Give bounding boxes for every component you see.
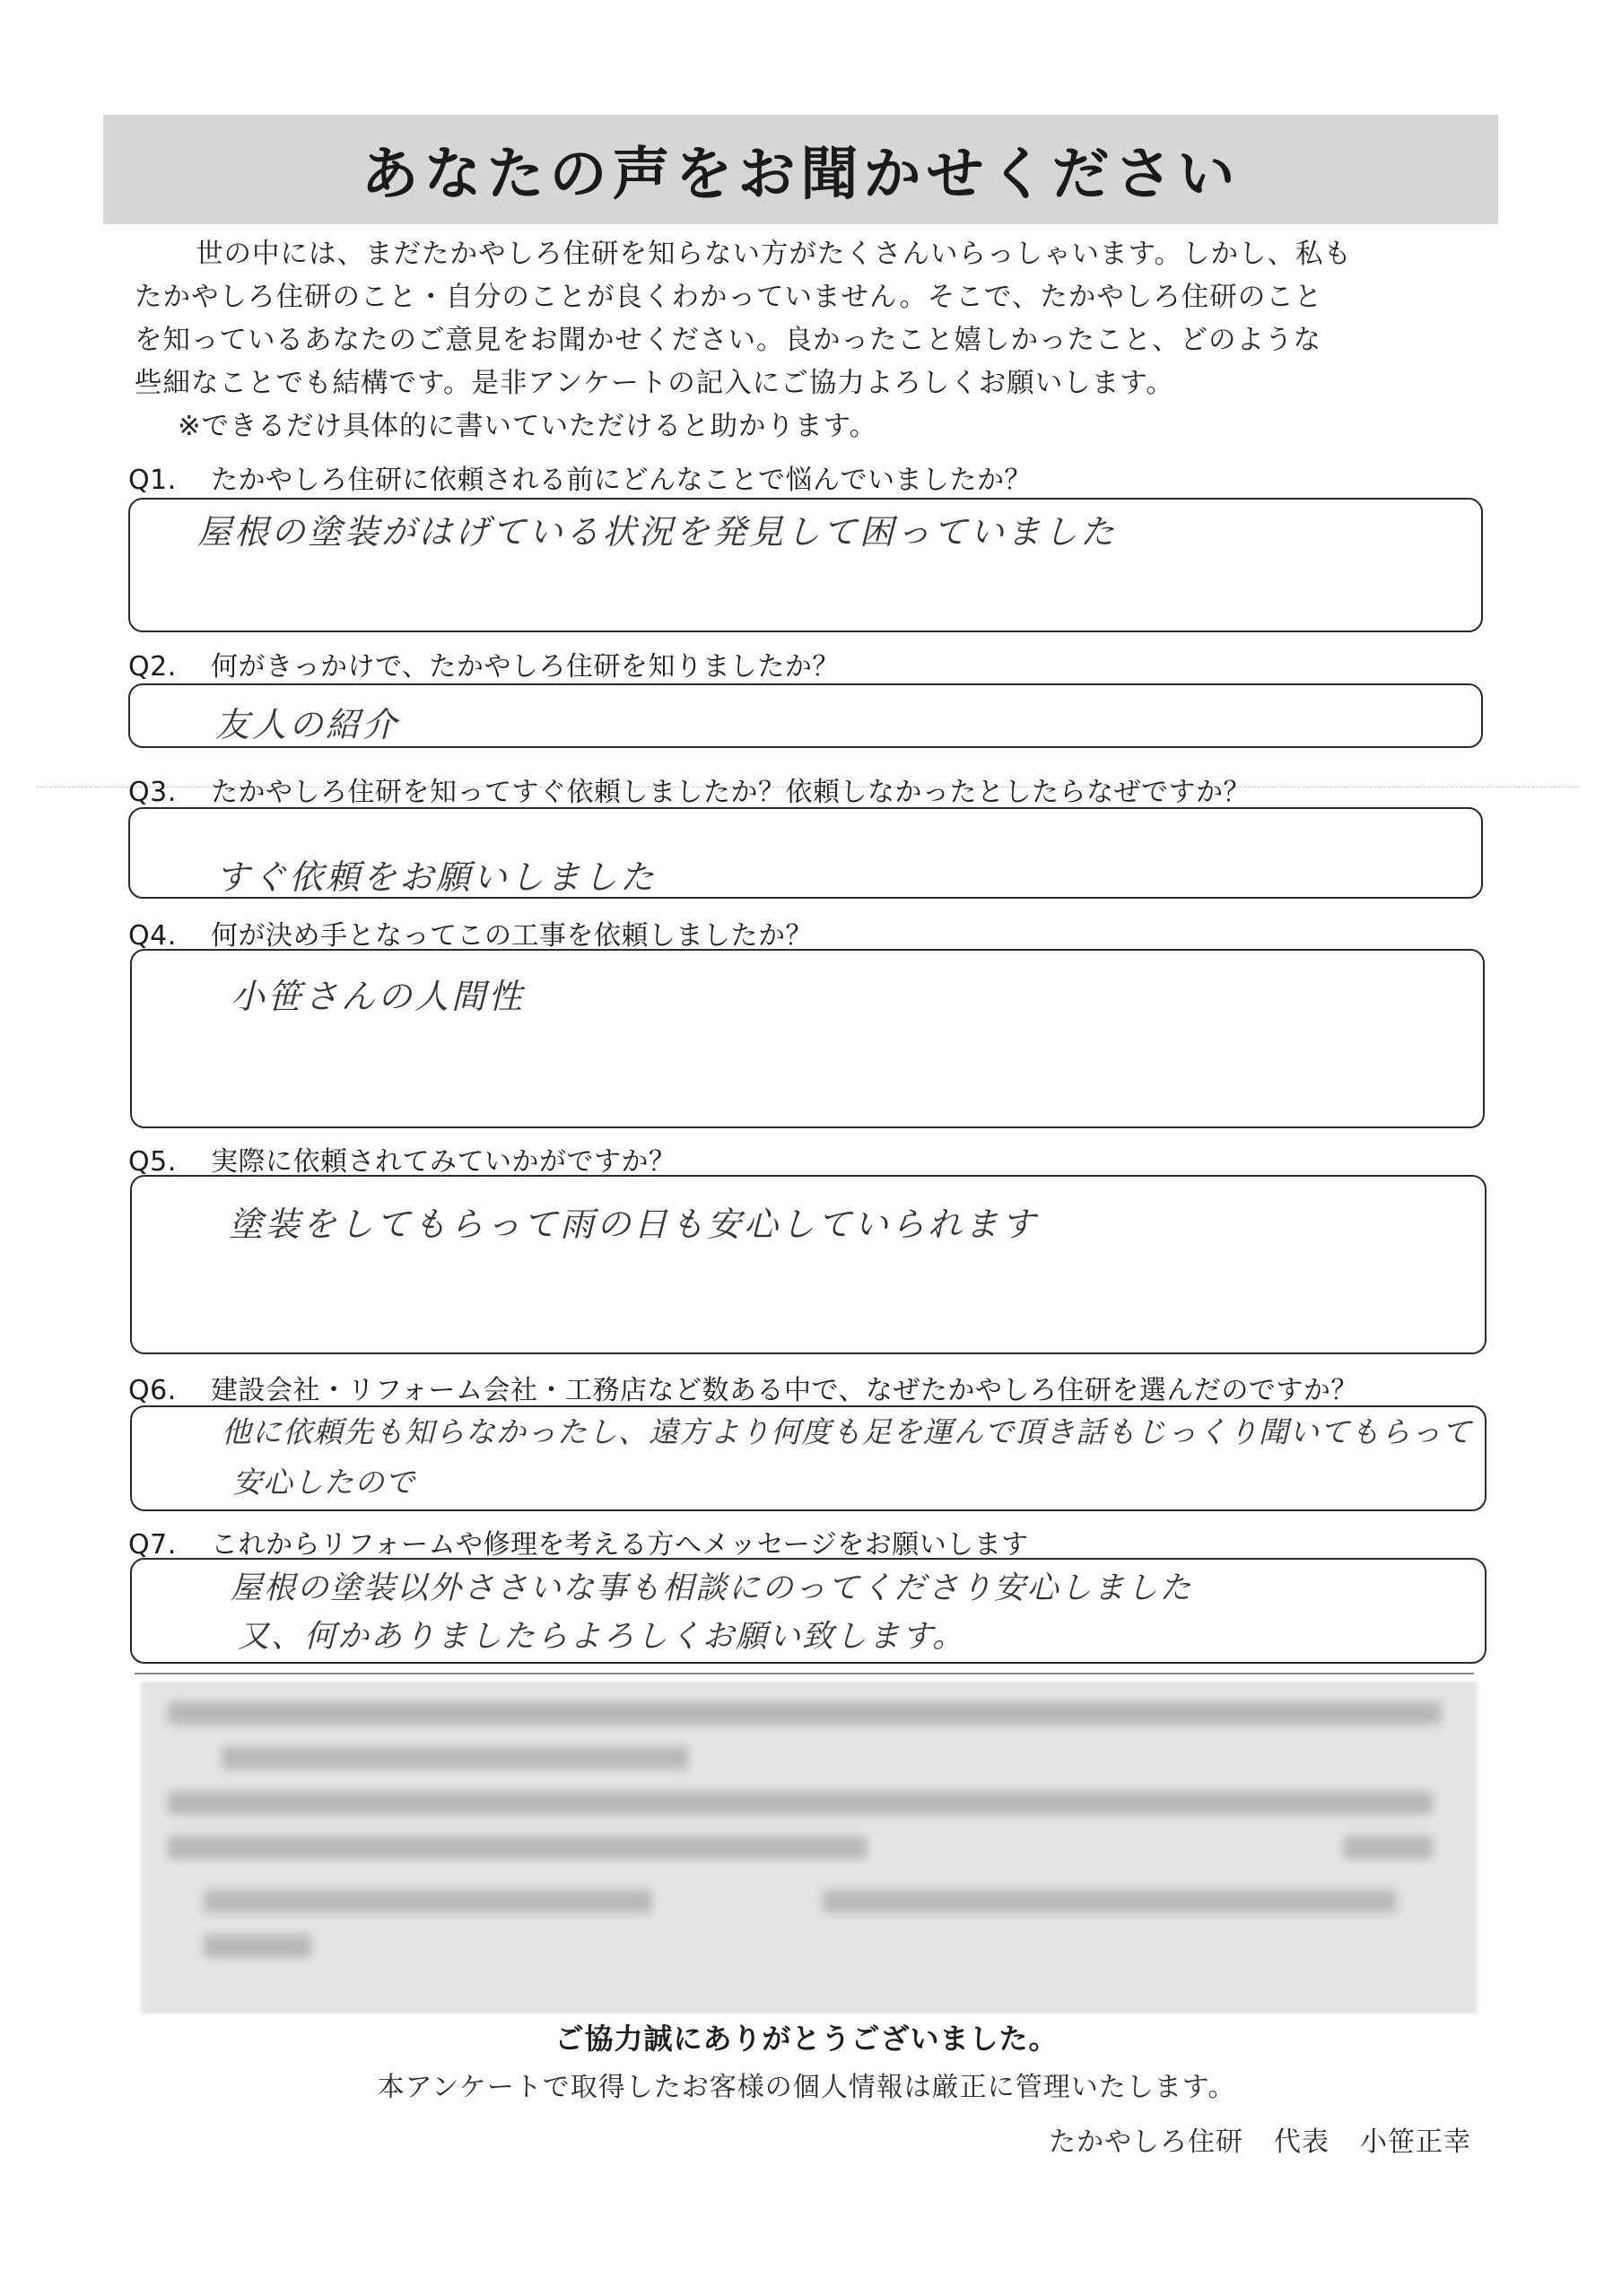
handwritten-answer: 屋根の塗装がはげている状況を発見して困っていました xyxy=(197,512,1118,552)
question-text: 何がきっかけで、たかやしろ住研を知りましたか？ xyxy=(211,651,840,683)
intro-line: 世の中には、まだたかやしろ住研を知らない方がたくさんいらっしゃいます。しかし、私も xyxy=(196,239,1353,270)
question-2 xyxy=(128,644,840,683)
handwritten-answer: 塗装をしてもらって雨の日も安心していられます xyxy=(229,1205,1039,1244)
answer-box-2[interactable] xyxy=(128,683,1483,748)
question-text: 何が決め手となってこの工事を依頼しましたか？ xyxy=(211,920,813,952)
question-number: Q6. xyxy=(128,1375,177,1406)
answer-box-3[interactable] xyxy=(128,807,1483,899)
question-text: たかやしろ住研に依頼される前にどんなことで悩んでいましたか？ xyxy=(211,465,1032,496)
question-7 xyxy=(128,1522,1029,1561)
representative-name: 小笹正幸 xyxy=(1360,2126,1471,2158)
company-name: たかやしろ住研 xyxy=(1049,2126,1243,2158)
handwritten-answer: 友人の紹介 xyxy=(215,705,400,744)
intro-line: たかやしろ住研のこと・自分のことが良くわかっていません。そこで、たかやしろ住研のこと xyxy=(135,282,1323,313)
answer-box-1[interactable] xyxy=(128,498,1483,632)
question-3 xyxy=(128,770,1251,809)
redacted-personal-info xyxy=(141,1682,1478,2013)
intro-paragraph xyxy=(135,233,1453,448)
question-number: Q5. xyxy=(128,1146,177,1178)
question-number: Q2. xyxy=(128,651,177,683)
handwritten-answer: 他に依頼先も知らなかったし、遠方より何度も足を運んで頂き話もじっくり聞いてもらって xyxy=(222,1414,1472,1449)
question-5 xyxy=(128,1139,676,1178)
question-number: Q7. xyxy=(128,1529,177,1561)
question-text: これからリフォームや修理を考える方へメッセージをお願いします xyxy=(211,1529,1029,1561)
signature xyxy=(1005,2119,1471,2159)
question-number: Q3. xyxy=(128,777,177,808)
handwritten-answer: 小笹さんの人間性 xyxy=(231,977,526,1016)
privacy-notice: 本アンケートで取得したお客様の個人情報は厳正に管理いたします。 xyxy=(377,2072,1236,2103)
handwritten-answer: 安心したので xyxy=(232,1465,415,1500)
question-4 xyxy=(128,913,813,952)
answer-box-7[interactable] xyxy=(130,1558,1487,1664)
answer-box-4[interactable] xyxy=(130,949,1485,1128)
intro-line: 些細なことでも結構です。是非アンケートの記入にご協力よろしくお願いします。 xyxy=(135,368,1174,399)
page-title: あなたの声をお聞かせください xyxy=(361,142,1241,208)
handwritten-answer: 又、何かありましたらよろしくお願い致します。 xyxy=(238,1619,966,1655)
question-number: Q4. xyxy=(128,920,177,952)
divider xyxy=(135,1673,1474,1674)
question-6 xyxy=(128,1368,1358,1407)
question-text: 実際に依頼されてみていかがですか？ xyxy=(211,1146,676,1178)
title-banner xyxy=(103,115,1498,224)
intro-line: を知っているあなたのご意見をお聞かせください。良かったこと嬉しかったこと、どのような xyxy=(135,325,1321,356)
question-text: 建設会社・リフォーム会社・工務店など数ある中で、なぜたかやしろ住研を選んだのですか？ xyxy=(211,1375,1358,1406)
intro-note: ※できるだけ具体的に書いていただけると助かります。 xyxy=(178,411,878,442)
question-text: たかやしろ住研を知ってすぐ依頼しましたか？依頼しなかったとしたらなぜですか？ xyxy=(211,777,1251,808)
answer-box-5[interactable] xyxy=(130,1175,1487,1354)
answer-box-6[interactable] xyxy=(130,1405,1487,1511)
representative-title: 代表 xyxy=(1274,2126,1330,2158)
handwritten-answer: すぐ依頼をお願いしました xyxy=(215,857,658,897)
question-number: Q1. xyxy=(128,465,177,496)
question-1 xyxy=(128,457,1032,497)
thanks-message: ご協力誠にありがとうございました。 xyxy=(554,2022,1059,2056)
handwritten-answer: 屋根の塗装以外ささいな事も相談にのってくださり安心しました xyxy=(231,1570,1193,1606)
